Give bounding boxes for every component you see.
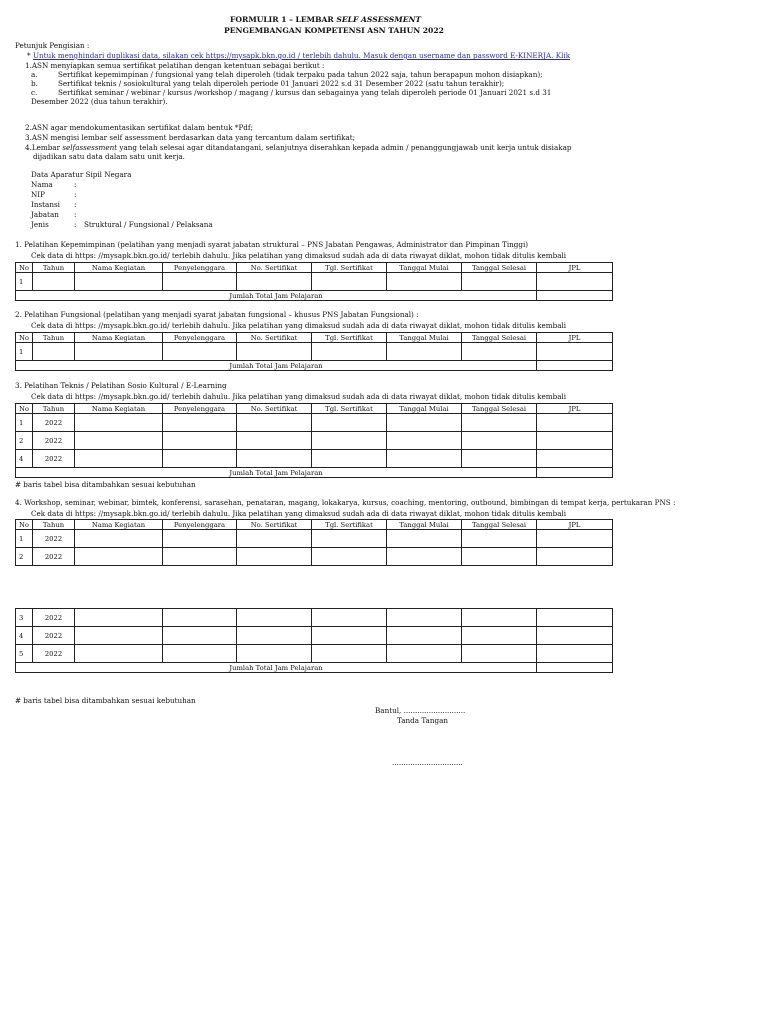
cell-penyelenggara[interactable]	[163, 450, 237, 468]
instruction-item-1c-mark: c.	[31, 88, 38, 97]
col-jpl: JPL	[537, 520, 613, 530]
col-penyelenggara: Penyelenggara	[163, 263, 237, 273]
cell-tanggal-selesai[interactable]	[462, 645, 537, 663]
total-label: Jumlah Total Jam Pelajaran	[16, 468, 537, 478]
cell-penyelenggara[interactable]	[163, 432, 237, 450]
cell-tanggal-selesai[interactable]	[462, 450, 537, 468]
col-penyelenggara: Penyelenggara	[163, 333, 237, 343]
col-tanggal-selesai: Tanggal Selesai	[462, 263, 537, 273]
cell-no: 5	[16, 645, 33, 663]
cell-tanggal-mulai[interactable]	[387, 627, 462, 645]
total-label: Jumlah Total Jam Pelajaran	[16, 291, 537, 301]
cell-tgl-sertifikat[interactable]	[312, 627, 387, 645]
col-nama-kegiatan: Nama Kegiatan	[75, 404, 163, 414]
cell-tahun[interactable]: 2022	[33, 414, 75, 432]
section-3-check: Cek data di https: //mysapk.bkn.go.id/ terlebih dahulu. Jika pelatihan yang dimaksud sudah ada di data riwayat diklat, mohon tidak ditulis kembali	[31, 392, 567, 401]
table-header-row	[16, 520, 613, 530]
col-no-sertifikat: No. Sertifikat	[237, 520, 312, 530]
cell-nama-kegiatan[interactable]	[75, 273, 163, 291]
cell-tgl-sertifikat[interactable]	[312, 343, 387, 361]
section-2-check: Cek data di https: //mysapk.bkn.go.id/ terlebih dahulu. Jika pelatihan yang dimaksud sudah ada di data riwayat diklat, mohon tidak ditulis kembali	[31, 321, 567, 330]
cell-tahun[interactable]: 2022	[33, 548, 75, 566]
col-tanggal-selesai: Tanggal Selesai	[462, 404, 537, 414]
instruction-item-3: 3.ASN mengisi lembar self assessment berdasarkan data yang tercantum dalam sertifikat;	[25, 133, 356, 142]
cell-tanggal-mulai[interactable]	[387, 609, 462, 627]
col-tgl-sertifikat: Tgl. Sertifikat	[312, 263, 387, 273]
cell-no: 1	[16, 273, 33, 291]
table-header-row	[16, 404, 613, 414]
cell-tahun[interactable]: 2022	[33, 432, 75, 450]
cell-nama-kegiatan[interactable]	[75, 548, 163, 566]
cell-jpl[interactable]	[537, 627, 613, 645]
cell-tanggal-mulai[interactable]	[387, 343, 462, 361]
total-jpl[interactable]	[537, 361, 613, 371]
instruction-item-4: 4.Lembar selfassessment yang telah selesai agar ditandatangani, selanjutnya diserahkan kepada admin / penanggungjawab unit kerja untuk disiakap	[25, 143, 572, 152]
cell-no-sertifikat[interactable]	[237, 450, 312, 468]
cell-nama-kegiatan[interactable]	[75, 609, 163, 627]
signature-line[interactable]: ...............................	[392, 758, 463, 767]
total-label: Jumlah Total Jam Pelajaran	[16, 663, 537, 673]
cell-nama-kegiatan[interactable]	[75, 530, 163, 548]
col-tahun: Tahun	[33, 520, 75, 530]
col-tgl-sertifikat: Tgl. Sertifikat	[312, 404, 387, 414]
cell-tanggal-selesai[interactable]	[462, 627, 537, 645]
cell-jpl[interactable]	[537, 548, 613, 566]
table-note: # baris tabel bisa ditambahkan sesuai kebutuhan	[15, 696, 196, 705]
instructions-heading: Petunjuk Pengisian :	[15, 41, 90, 50]
cell-tahun[interactable]: 2022	[33, 530, 75, 548]
table-row	[16, 414, 613, 432]
cell-tanggal-mulai[interactable]	[387, 432, 462, 450]
cell-nama-kegiatan[interactable]	[75, 645, 163, 663]
cell-jpl[interactable]	[537, 343, 613, 361]
field-label-nama: Nama	[31, 180, 53, 189]
col-tanggal-mulai: Tanggal Mulai	[387, 520, 462, 530]
table-row	[16, 273, 613, 291]
col-no-sertifikat: No. Sertifikat	[237, 333, 312, 343]
field-colon: :	[74, 190, 77, 199]
cell-tanggal-selesai[interactable]	[462, 609, 537, 627]
total-row	[16, 291, 613, 301]
table-section-4-continued	[15, 608, 613, 673]
col-tahun: Tahun	[33, 263, 75, 273]
table-section-4	[15, 519, 613, 566]
total-jpl[interactable]	[537, 468, 613, 478]
col-penyelenggara: Penyelenggara	[163, 404, 237, 414]
cell-penyelenggara[interactable]	[163, 414, 237, 432]
col-no-sertifikat: No. Sertifikat	[237, 263, 312, 273]
cell-no-sertifikat[interactable]	[237, 343, 312, 361]
section-3-title: 3. Pelatihan Teknis / Pelatihan Sosio Kultural / E-Learning	[15, 381, 227, 390]
table-header-row	[16, 263, 613, 273]
cell-jpl[interactable]	[537, 450, 613, 468]
identity-heading: Data Aparatur Sipil Negara	[31, 170, 132, 179]
col-tahun: Tahun	[33, 333, 75, 343]
table-row	[16, 343, 613, 361]
table-section-3	[15, 403, 613, 478]
cell-no: 4	[16, 627, 33, 645]
cell-no-sertifikat[interactable]	[237, 627, 312, 645]
total-label: Jumlah Total Jam Pelajaran	[16, 361, 537, 371]
cell-tahun[interactable]: 2022	[33, 627, 75, 645]
cell-no-sertifikat[interactable]	[237, 530, 312, 548]
cell-no: 1	[16, 414, 33, 432]
cell-no-sertifikat[interactable]	[237, 414, 312, 432]
total-row	[16, 663, 613, 673]
cell-tanggal-mulai[interactable]	[387, 414, 462, 432]
cell-tahun[interactable]	[33, 343, 75, 361]
table-row	[16, 432, 613, 450]
col-nama-kegiatan: Nama Kegiatan	[75, 520, 163, 530]
field-label-jabatan: Jabatan	[31, 210, 59, 219]
cell-no: 3	[16, 609, 33, 627]
form-title: FORMULIR 1 – LEMBAR SELF ASSESSMENT	[230, 15, 422, 24]
table-row	[16, 645, 613, 663]
cell-jpl[interactable]	[537, 432, 613, 450]
cell-tgl-sertifikat[interactable]	[312, 645, 387, 663]
cell-no-sertifikat[interactable]	[237, 273, 312, 291]
mysapk-link[interactable]: Untuk menghindari duplikasi data, silakan cek https://mysapk.bkn.go.id / terlebih dahulu. Masuk dengan username dan password E-KINERJA. Klik	[33, 51, 571, 60]
cell-penyelenggara[interactable]	[163, 548, 237, 566]
signature-label: Tanda Tangan	[397, 716, 448, 725]
col-nama-kegiatan: Nama Kegiatan	[75, 333, 163, 343]
col-tanggal-selesai: Tanggal Selesai	[462, 520, 537, 530]
col-tahun: Tahun	[33, 404, 75, 414]
table-row	[16, 530, 613, 548]
cell-no: 2	[16, 548, 33, 566]
col-no: No	[16, 263, 33, 273]
cell-penyelenggara[interactable]	[163, 609, 237, 627]
table-section-1	[15, 262, 613, 301]
cell-penyelenggara[interactable]	[163, 273, 237, 291]
instruction-item-1c-cont: Desember 2022 (dua tahun terakhir).	[31, 97, 168, 106]
cell-penyelenggara[interactable]	[163, 645, 237, 663]
col-jpl: JPL	[537, 404, 613, 414]
cell-jpl[interactable]	[537, 414, 613, 432]
total-jpl[interactable]	[537, 663, 613, 673]
cell-tanggal-mulai[interactable]	[387, 548, 462, 566]
cell-tanggal-mulai[interactable]	[387, 645, 462, 663]
cell-no: 1	[16, 343, 33, 361]
section-4-title: 4. Workshop, seminar, webinar, bimtek, konferensi, sarasehan, penataran, magang, lokakarya, kursus, coaching, mentoring, outbound, bimbingan di tempat kerja, pertukaran PNS :	[15, 498, 676, 507]
cell-tanggal-mulai[interactable]	[387, 530, 462, 548]
cell-jpl[interactable]	[537, 645, 613, 663]
cell-penyelenggara[interactable]	[163, 343, 237, 361]
section-4-check: Cek data di https: //mysapk.bkn.go.id/ terlebih dahulu. Jika pelatihan yang dimaksud sudah ada di data riwayat diklat, mohon tidak ditulis kembali	[31, 509, 567, 518]
table-note: # baris tabel bisa ditambahkan sesuai kebutuhan	[15, 480, 196, 489]
col-nama-kegiatan: Nama Kegiatan	[75, 263, 163, 273]
section-1-title: 1. Pelatihan Kepemimpinan (pelatihan yang menjadi syarat jabatan struktural – PNS Jabatan Pengawas, Administrator dan Pimpinan Tinggi)	[15, 240, 529, 249]
cell-tanggal-selesai[interactable]	[462, 530, 537, 548]
total-row	[16, 468, 613, 478]
cell-tahun[interactable]	[33, 273, 75, 291]
section-2-title: 2. Pelatihan Fungsional (pelatihan yang menjadi syarat jabatan fungsional – khusus PNS Jabatan Fungsional) :	[15, 310, 419, 319]
cell-jpl[interactable]	[537, 609, 613, 627]
cell-nama-kegiatan[interactable]	[75, 450, 163, 468]
col-tanggal-mulai: Tanggal Mulai	[387, 333, 462, 343]
cell-tgl-sertifikat[interactable]	[312, 450, 387, 468]
cell-no: 2	[16, 432, 33, 450]
cell-nama-kegiatan[interactable]	[75, 343, 163, 361]
cell-no: 1	[16, 530, 33, 548]
cell-no: 4	[16, 450, 33, 468]
field-label-instansi: Instansi	[31, 200, 60, 209]
instruction-item-1: 1.ASN menyiapkan semua sertifikat pelatihan dengan ketentuan sebagai berikut :	[25, 61, 325, 70]
field-colon: :	[74, 220, 77, 229]
cell-penyelenggara[interactable]	[163, 627, 237, 645]
field-colon: :	[74, 200, 77, 209]
field-colon: :	[74, 180, 77, 189]
col-tanggal-mulai: Tanggal Mulai	[387, 404, 462, 414]
cell-tgl-sertifikat[interactable]	[312, 530, 387, 548]
field-value-jenis: Struktural / Fungsional / Pelaksana	[84, 220, 213, 229]
instruction-item-1a: Sertifikat kepemimpinan / fungsional yang telah diperoleh (tidak terpaku pada tahun 2022 saja, tahun berapapun mohon disiapkan);	[58, 70, 543, 79]
col-jpl: JPL	[537, 333, 613, 343]
instruction-item-1c: Sertifikat seminar / webinar / kursus /workshop / magang / kursus dan sebagainya yang telah diperoleh periode 01 Januari 2021 s.d 31	[58, 88, 552, 97]
table-row	[16, 548, 613, 566]
cell-tahun[interactable]: 2022	[33, 450, 75, 468]
cell-tanggal-selesai[interactable]	[462, 548, 537, 566]
col-no: No	[16, 520, 33, 530]
col-no: No	[16, 333, 33, 343]
signature-place-date: Bantul, ...........................	[375, 706, 466, 715]
col-tgl-sertifikat: Tgl. Sertifikat	[312, 520, 387, 530]
cell-tgl-sertifikat[interactable]	[312, 609, 387, 627]
form-subtitle: PENGEMBANGAN KOMPETENSI ASN TAHUN 2022	[224, 26, 444, 35]
field-colon: :	[74, 210, 77, 219]
instruction-item-4-cont: dijadikan satu data dalam satu unit kerja.	[33, 152, 185, 161]
cell-nama-kegiatan[interactable]	[75, 414, 163, 432]
cell-tanggal-selesai[interactable]	[462, 414, 537, 432]
cell-penyelenggara[interactable]	[163, 530, 237, 548]
instruction-item-1b-mark: b.	[31, 79, 38, 88]
total-row	[16, 361, 613, 371]
section-1-check: Cek data di https: //mysapk.bkn.go.id/ terlebih dahulu. Jika pelatihan yang dimaksud sudah ada di data riwayat diklat, mohon tidak ditulis kembali	[31, 251, 567, 260]
table-section-2	[15, 332, 613, 371]
cell-tanggal-selesai[interactable]	[462, 432, 537, 450]
bullet-mark: *	[27, 51, 31, 60]
cell-no-sertifikat[interactable]	[237, 609, 312, 627]
col-no: No	[16, 404, 33, 414]
instruction-item-1b: Sertifikat teknis / sosiokultural yang telah diperoleh periode 01 Januari 2022 s.d 31 Desember 2022 (satu tahun terakhir);	[58, 79, 505, 88]
cell-no-sertifikat[interactable]	[237, 645, 312, 663]
cell-tgl-sertifikat[interactable]	[312, 414, 387, 432]
cell-tanggal-selesai[interactable]	[462, 273, 537, 291]
cell-tahun[interactable]: 2022	[33, 645, 75, 663]
cell-tanggal-selesai[interactable]	[462, 343, 537, 361]
col-penyelenggara: Penyelenggara	[163, 520, 237, 530]
field-label-nip: NIP	[31, 190, 45, 199]
col-no-sertifikat: No. Sertifikat	[237, 404, 312, 414]
cell-tgl-sertifikat[interactable]	[312, 432, 387, 450]
table-row	[16, 609, 613, 627]
total-jpl[interactable]	[537, 291, 613, 301]
field-label-jenis: Jenis	[31, 220, 49, 229]
table-row	[16, 450, 613, 468]
cell-nama-kegiatan[interactable]	[75, 627, 163, 645]
cell-tanggal-mulai[interactable]	[387, 450, 462, 468]
cell-no-sertifikat[interactable]	[237, 432, 312, 450]
table-header-row	[16, 333, 613, 343]
instruction-item-1a-mark: a.	[31, 70, 38, 79]
cell-tanggal-mulai[interactable]	[387, 273, 462, 291]
col-tgl-sertifikat: Tgl. Sertifikat	[312, 333, 387, 343]
col-tanggal-selesai: Tanggal Selesai	[462, 333, 537, 343]
cell-jpl[interactable]	[537, 273, 613, 291]
instruction-item-2: 2.ASN agar mendokumentasikan sertifikat dalam bentuk *Pdf;	[25, 123, 253, 132]
table-row	[16, 627, 613, 645]
cell-no-sertifikat[interactable]	[237, 548, 312, 566]
cell-nama-kegiatan[interactable]	[75, 432, 163, 450]
cell-tahun[interactable]: 2022	[33, 609, 75, 627]
col-jpl: JPL	[537, 263, 613, 273]
cell-tgl-sertifikat[interactable]	[312, 273, 387, 291]
cell-jpl[interactable]	[537, 530, 613, 548]
cell-tgl-sertifikat[interactable]	[312, 548, 387, 566]
col-tanggal-mulai: Tanggal Mulai	[387, 263, 462, 273]
